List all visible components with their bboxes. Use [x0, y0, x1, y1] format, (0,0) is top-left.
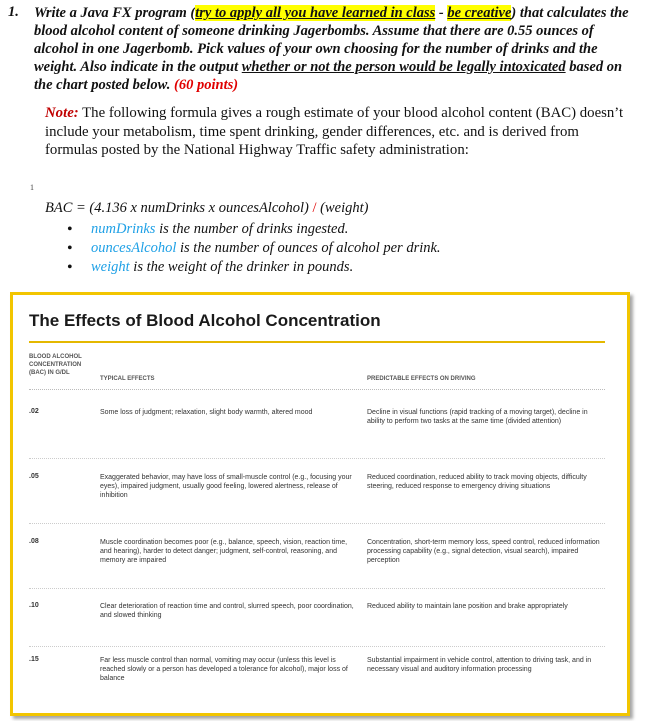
note-label: Note: — [45, 105, 79, 121]
table-row — [29, 538, 605, 589]
table-row — [29, 602, 605, 647]
driving-effects: Reduced ability to maintain lane position and brake appropriately — [367, 603, 568, 610]
highlight-apply-learned: try to apply all you have learned in class — [195, 5, 436, 21]
header-bac: BLOOD ALCOHOL CONCENTRATION (BAC) IN G/DL — [29, 354, 82, 376]
header-driving-effects: PREDICTABLE EFFECTS ON DRIVING — [367, 376, 476, 382]
typical-effects: Exaggerated behavior, may have loss of small-muscle control (e.g., focusing your eyes), impaired judgment, usually good feeling, lowered alertness, release of inhibition — [100, 474, 352, 499]
driving-effects: Concentration, short-term memory loss, speed control, reduced information processing capability (e.g., signal detection, visual search), impaired perception — [367, 539, 600, 564]
variable-item — [65, 258, 635, 277]
bac-value: .02 — [29, 408, 39, 415]
variable-desc: is the number of ounces of alcohol per drink. — [176, 240, 441, 256]
table-row — [29, 656, 605, 706]
variable-desc: is the weight of the drinker in pounds. — [129, 259, 354, 275]
driving-effects: Substantial impairment in vehicle control, attention to driving task, and in necessary visual and auditory information processing — [367, 657, 592, 673]
variable-term: weight — [91, 259, 130, 275]
variable-item — [65, 220, 635, 239]
variable-term: ouncesAlcohol — [91, 240, 177, 256]
question — [6, 4, 636, 94]
question-text-part: Write a Java FX program ( — [34, 5, 196, 21]
bac-value: .10 — [29, 602, 39, 609]
table-row — [29, 473, 605, 524]
question-text-part: ) that calculates the blood alcohol content of someone drinking Jagerbombs. Assume that there are 0.55 ounces of alcohol in one Jagerbomb. Pick values of your own choosing for the number of drinks and the weight. Also indicate in the output — [34, 5, 629, 75]
typical-effects: Muscle coordination becomes poor (e.g., balance, speech, vision, reaction time, and hearing), harder to detect danger; judgment, self-control, reasoning, and memory are impaired — [100, 539, 348, 564]
bac-value: .15 — [29, 656, 39, 663]
bac-formula — [45, 199, 635, 277]
table-row — [29, 408, 605, 459]
bac-value: .05 — [29, 473, 39, 480]
intoxication-requirement: whether or not the person would be legally intoxicated — [241, 59, 566, 75]
title-divider — [29, 341, 605, 343]
points-label: (60 points) — [174, 77, 239, 93]
formula-start: BAC = (4.136 x numDrinks x ouncesAlcohol) — [45, 200, 313, 216]
bac-value: .08 — [29, 538, 39, 545]
question-text — [34, 4, 636, 94]
header-divider — [29, 389, 605, 390]
bac-chart-image — [10, 292, 630, 716]
header-typical-effects: TYPICAL EFFECTS — [100, 376, 155, 382]
question-number: 1. — [8, 4, 19, 20]
driving-effects: Reduced coordination, reduced ability to track moving objects, difficulty steering, reduced response to emergency driving situations — [367, 474, 587, 490]
note-text: The following formula gives a rough estimate of your blood alcohol content (BAC) doesn’t include your metabolism, time spent drinking, gender differences, etc. and is derived from formulas posted by the National Highway Traffic safety administration: — [45, 105, 624, 158]
variable-term: numDrinks — [91, 221, 156, 237]
formula-slash: / — [312, 200, 317, 216]
question-text-part: - — [435, 5, 448, 21]
driving-effects: Decline in visual functions (rapid tracking of a moving target), decline in ability to perform two tasks at the same time (divided attention) — [367, 409, 588, 425]
formula-line — [45, 199, 635, 218]
variable-item — [65, 239, 635, 258]
chart-title: The Effects of Blood Alcohol Concentration — [29, 311, 381, 330]
formula-variables — [65, 220, 635, 277]
formula-note — [45, 104, 635, 160]
typical-effects: Some loss of judgment; relaxation, slight body warmth, altered mood — [100, 409, 313, 416]
formula-end: (weight) — [316, 200, 369, 216]
highlight-be-creative: be creative — [447, 5, 512, 21]
typical-effects: Far less muscle control than normal, vomiting may occur (unless this level is reached slowly or a person has developed a tolerance for alcohol), major loss of balance — [100, 657, 348, 682]
variable-desc: is the number of drinks ingested. — [155, 221, 349, 237]
margin-marker: 1 — [30, 183, 34, 192]
question-text-part: based on the chart posted below. — [34, 59, 623, 93]
typical-effects: Clear deterioration of reaction time and control, slurred speech, poor coordination, and slowed thinking — [100, 603, 354, 619]
